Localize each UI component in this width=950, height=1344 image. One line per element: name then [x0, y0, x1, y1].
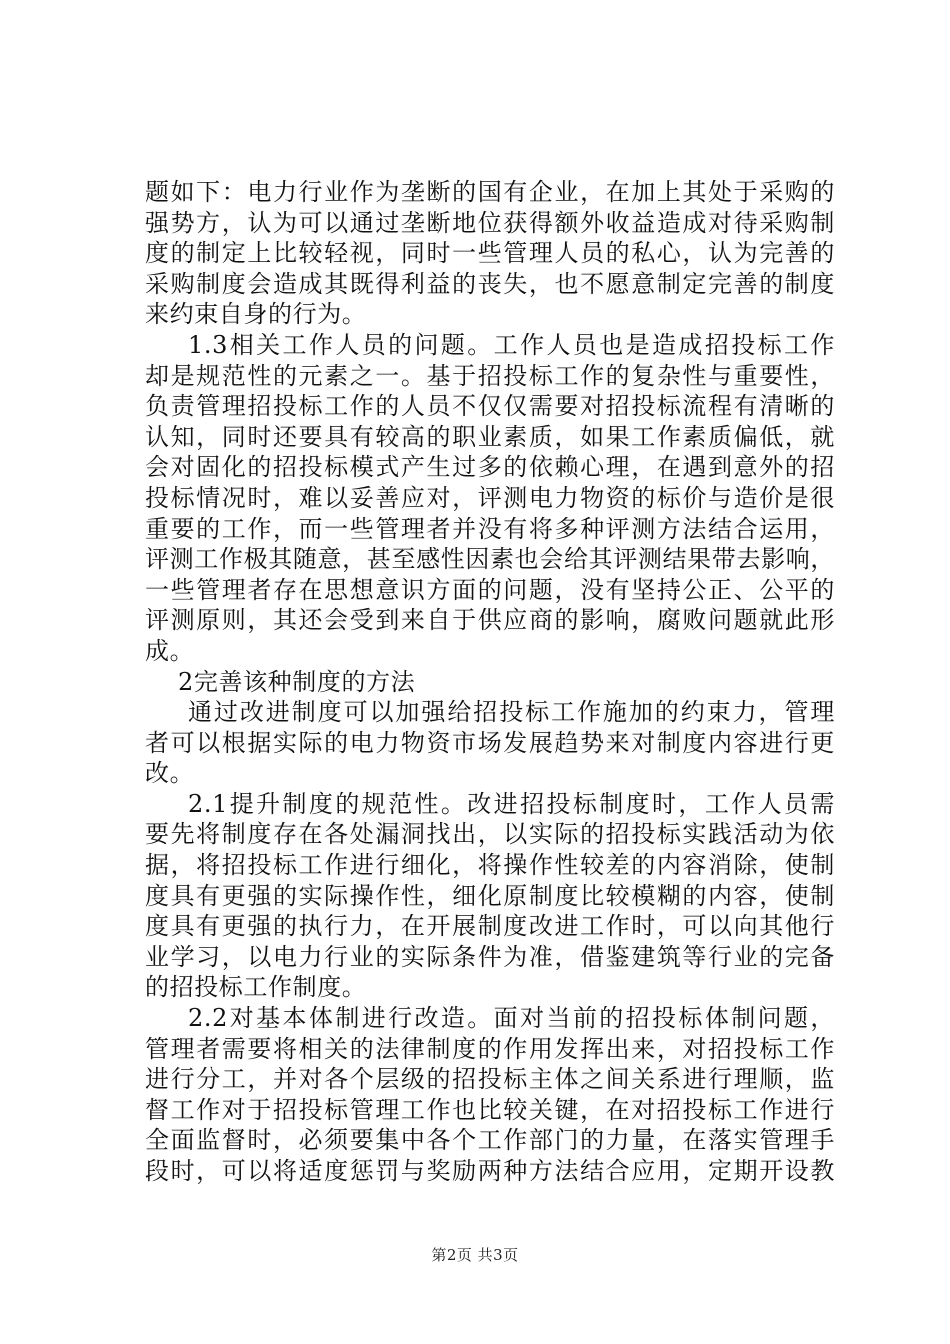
text-line: 评测原则，其还会受到来自于供应商的影响，腐败问题就此形	[145, 606, 835, 635]
text-line: 强势方，认为可以通过垄断地位获得额外收益造成对待采购制	[145, 208, 835, 237]
text-line: 重要的工作，而一些管理者并没有将多种评测方法结合运用，	[145, 514, 835, 543]
text-line: 题如下：电力行业作为垄断的国有企业，在加上其处于采购的	[145, 178, 835, 206]
text-line: 2.2对基本体制进行改造。面对当前的招投标体制问题，	[188, 1004, 835, 1033]
text-line: 认知，同时还要具有较高的职业素质，如果工作素质偏低，就	[145, 422, 835, 451]
text-line: 投标情况时，难以妥善应对，评测电力物资的标价与造价是很	[145, 483, 835, 512]
text-line: 评测工作极其随意，甚至感性因素也会给其评测结果带去影响，	[145, 545, 835, 574]
text-line: 者可以根据实际的电力物资市场发展趋势来对制度内容进行更	[145, 728, 835, 757]
text-line: 度具有更强的实际操作性，细化原制度比较模糊的内容，使制	[145, 881, 835, 910]
text-line: 据，将招投标工作进行细化，将操作性较差的内容消除，使制	[145, 851, 835, 880]
text-line: 全面监督时，必须要集中各个工作部门的力量，在落实管理手	[145, 1126, 835, 1155]
text-line: 改。	[145, 759, 195, 788]
text-line: 业学习，以电力行业的实际条件为准，借鉴建筑等行业的完备	[145, 942, 835, 971]
text-line: 度具有更强的执行力，在开展制度改进工作时，可以向其他行	[145, 912, 835, 941]
text-line: 进行分工，并对各个层级的招投标主体之间关系进行理顺，监	[145, 1065, 835, 1094]
text-line: 段时，可以将适度惩罚与奖励两种方法结合应用，定期开设教	[145, 1157, 835, 1185]
text-line: 2完善该种制度的方法	[178, 667, 416, 696]
text-line: 管理者需要将相关的法律制度的作用发挥出来，对招投标工作	[145, 1034, 835, 1063]
text-line: 采购制度会造成其既得利益的丧失，也不愿意制定完善的制度	[145, 269, 835, 298]
text-line: 要先将制度存在各处漏洞找出，以实际的招投标实践活动为依	[145, 820, 835, 849]
text-line: 通过改进制度可以加强给招投标工作施加的约束力，管理	[188, 698, 835, 727]
text-line: 的招投标工作制度。	[145, 973, 367, 1002]
text-line: 督工作对于招投标管理工作也比较关键，在对招投标工作进行	[145, 1095, 835, 1124]
document-body	[145, 177, 835, 1187]
text-line: 却是规范性的元素之一。基于招投标工作的复杂性与重要性，	[145, 361, 835, 390]
text-line: 会对固化的招投标模式产生过多的依赖心理，在遇到意外的招	[145, 453, 835, 482]
text-line: 2.1提升制度的规范性。改进招投标制度时，工作人员需	[188, 789, 835, 818]
text-line: 一些管理者存在思想意识方面的问题，没有坚持公正、公平的	[145, 575, 835, 604]
text-line: 度的制定上比较轻视，同时一些管理人员的私心，认为完善的	[145, 239, 835, 268]
page-footer: 第2页 共3页	[431, 1246, 519, 1264]
text-line: 负责管理招投标工作的人员不仅仅需要对招投标流程有清晰的	[145, 392, 835, 421]
text-line: 1.3相关工作人员的问题。工作人员也是造成招投标工作	[188, 330, 835, 359]
text-line: 成。	[145, 636, 195, 665]
text-line: 来约束自身的行为。	[145, 300, 367, 329]
